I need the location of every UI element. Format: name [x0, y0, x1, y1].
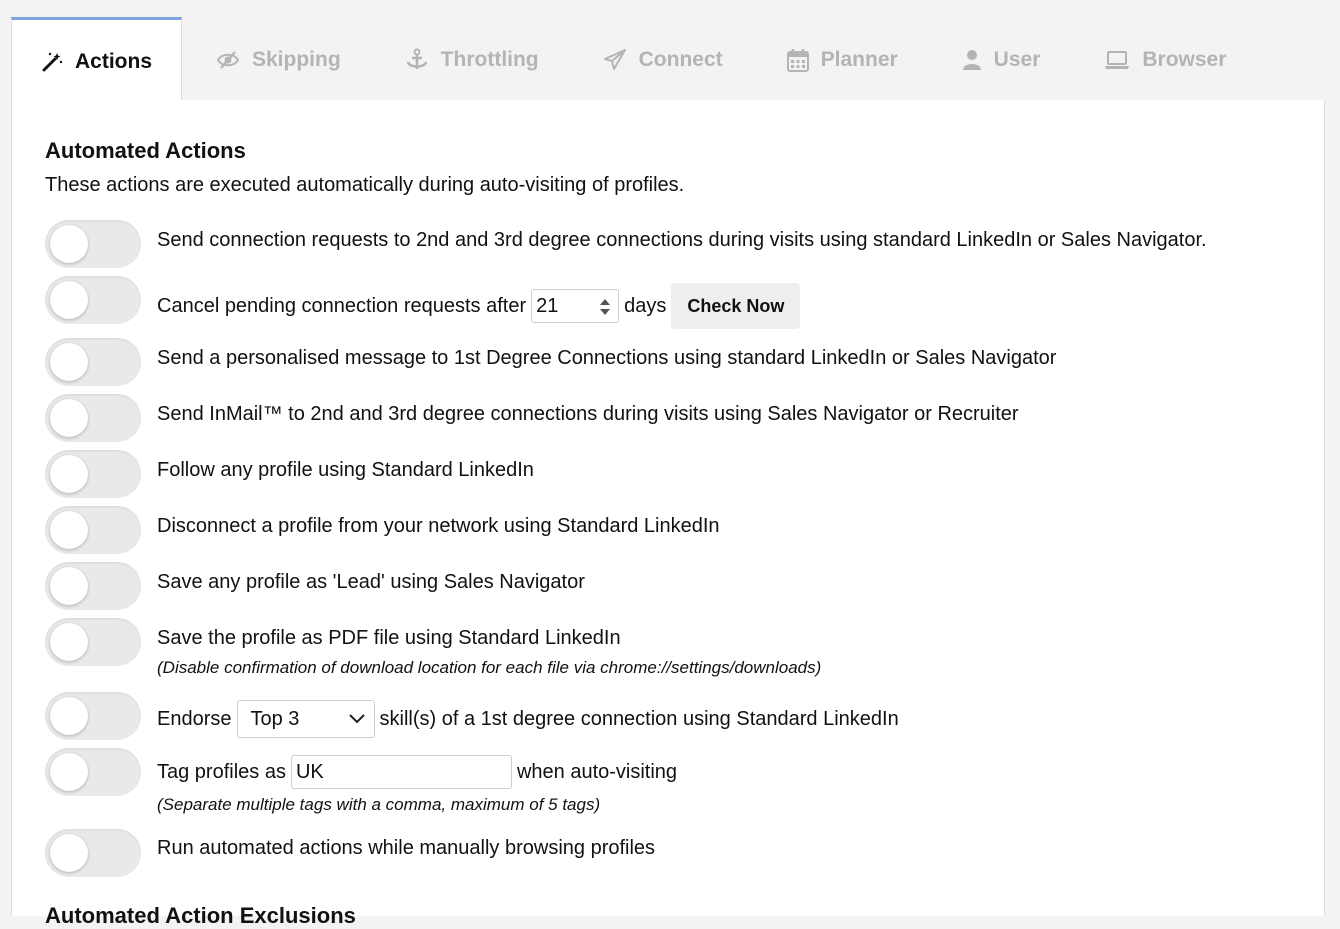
actions-panel — [11, 100, 1325, 928]
send-message-label: Send a personalised message to 1st Degree Connections using standard LinkedIn or Sales Navigator — [157, 347, 1057, 369]
tab-actions[interactable] — [11, 17, 182, 101]
endorse-toggle[interactable] — [45, 692, 141, 740]
magic-wand-icon — [41, 51, 63, 73]
endorse-select-value: Top 3 — [250, 707, 300, 730]
tab-skipping[interactable] — [216, 17, 341, 100]
cancel-pending-row — [157, 283, 800, 329]
save-pdf-note: (Disable confirmation of download location for each file via chrome://settings/downloads) — [157, 658, 822, 677]
send-connection-toggle[interactable] — [45, 220, 141, 268]
tag-input[interactable] — [291, 755, 512, 789]
send-connection-label: Send connection requests to 2nd and 3rd degree connections during visits using standard LinkedIn or Sales Navigator. — [157, 229, 1207, 251]
cancel-pending-prefix: Cancel pending connection requests after — [157, 294, 527, 317]
laptop-icon — [1104, 50, 1130, 70]
eye-slash-icon — [216, 50, 240, 70]
follow-label: Follow any profile using Standard LinkedIn — [157, 459, 534, 481]
cancel-days-input[interactable] — [531, 289, 619, 323]
tab-throttling[interactable] — [405, 17, 539, 100]
cancel-pending-suffix: days — [624, 294, 667, 317]
send-inmail-toggle[interactable] — [45, 394, 141, 442]
tab-browser[interactable] — [1104, 17, 1226, 100]
anchor-icon — [405, 48, 429, 72]
save-lead-label: Save any profile as 'Lead' using Sales Navigator — [157, 571, 585, 593]
tab-connect[interactable] — [603, 17, 723, 100]
endorse-prefix: Endorse — [157, 707, 232, 730]
toggle-knob — [50, 399, 88, 437]
toggle-knob — [50, 834, 88, 872]
tag-value: UK — [295, 760, 324, 783]
tab-label: Connect — [638, 47, 723, 71]
toggle-knob — [50, 455, 88, 493]
toggle-knob — [50, 697, 88, 735]
send-inmail-label: Send InMail™ to 2nd and 3rd degree connections during visits using Sales Navigator or Recruiter — [157, 403, 1019, 425]
tab-label: Browser — [1142, 47, 1227, 71]
cancel-days-value: 21 — [536, 294, 559, 317]
tag-profiles-toggle[interactable] — [45, 748, 141, 796]
check-now-button[interactable]: Check Now — [671, 283, 800, 329]
tab-label: Throttling — [440, 47, 539, 71]
tab-planner[interactable] — [787, 17, 898, 100]
tag-profiles-row — [157, 755, 677, 789]
save-lead-toggle[interactable] — [45, 562, 141, 610]
cancel-pending-toggle[interactable] — [45, 276, 141, 324]
calendar-icon — [787, 48, 809, 72]
save-pdf-toggle[interactable] — [45, 618, 141, 666]
run-manual-toggle[interactable] — [45, 829, 141, 877]
exclusions-section-title: Automated Action Exclusions — [45, 903, 356, 928]
tab-user[interactable] — [962, 17, 1041, 100]
toggle-knob — [50, 567, 88, 605]
tab-label: Planner — [820, 47, 898, 71]
user-icon — [962, 49, 982, 71]
follow-toggle[interactable] — [45, 450, 141, 498]
toggle-knob — [50, 623, 88, 661]
endorse-skills-select[interactable] — [237, 700, 375, 738]
toggle-knob — [50, 753, 88, 791]
section-title: Automated Actions — [45, 138, 246, 163]
tab-label: User — [993, 47, 1041, 71]
disconnect-label: Disconnect a profile from your network using Standard LinkedIn — [157, 515, 720, 537]
endorse-row — [157, 700, 899, 738]
tab-label: Actions — [75, 49, 153, 73]
toggle-knob — [50, 281, 88, 319]
toggle-knob — [50, 225, 88, 263]
paper-plane-icon — [603, 48, 627, 72]
disconnect-toggle[interactable] — [45, 506, 141, 554]
endorse-suffix: skill(s) of a 1st degree connection using Standard LinkedIn — [379, 707, 899, 730]
toggle-knob — [50, 343, 88, 381]
tab-label: Skipping — [252, 47, 341, 71]
toggle-knob — [50, 511, 88, 549]
section-subtitle: These actions are executed automatically during auto-visiting of profiles. — [45, 174, 685, 196]
tab-bar — [11, 17, 1325, 101]
tag-prefix: Tag profiles as — [157, 760, 286, 783]
send-message-toggle[interactable] — [45, 338, 141, 386]
tag-suffix: when auto-visiting — [516, 760, 678, 783]
spinner-arrows-icon[interactable] — [598, 296, 612, 318]
chevron-down-icon — [348, 712, 366, 726]
save-pdf-label: Save the profile as PDF file using Standard LinkedIn — [157, 627, 621, 649]
tag-note: (Separate multiple tags with a comma, maximum of 5 tags) — [157, 795, 601, 814]
run-manual-label: Run automated actions while manually browsing profiles — [157, 837, 656, 859]
